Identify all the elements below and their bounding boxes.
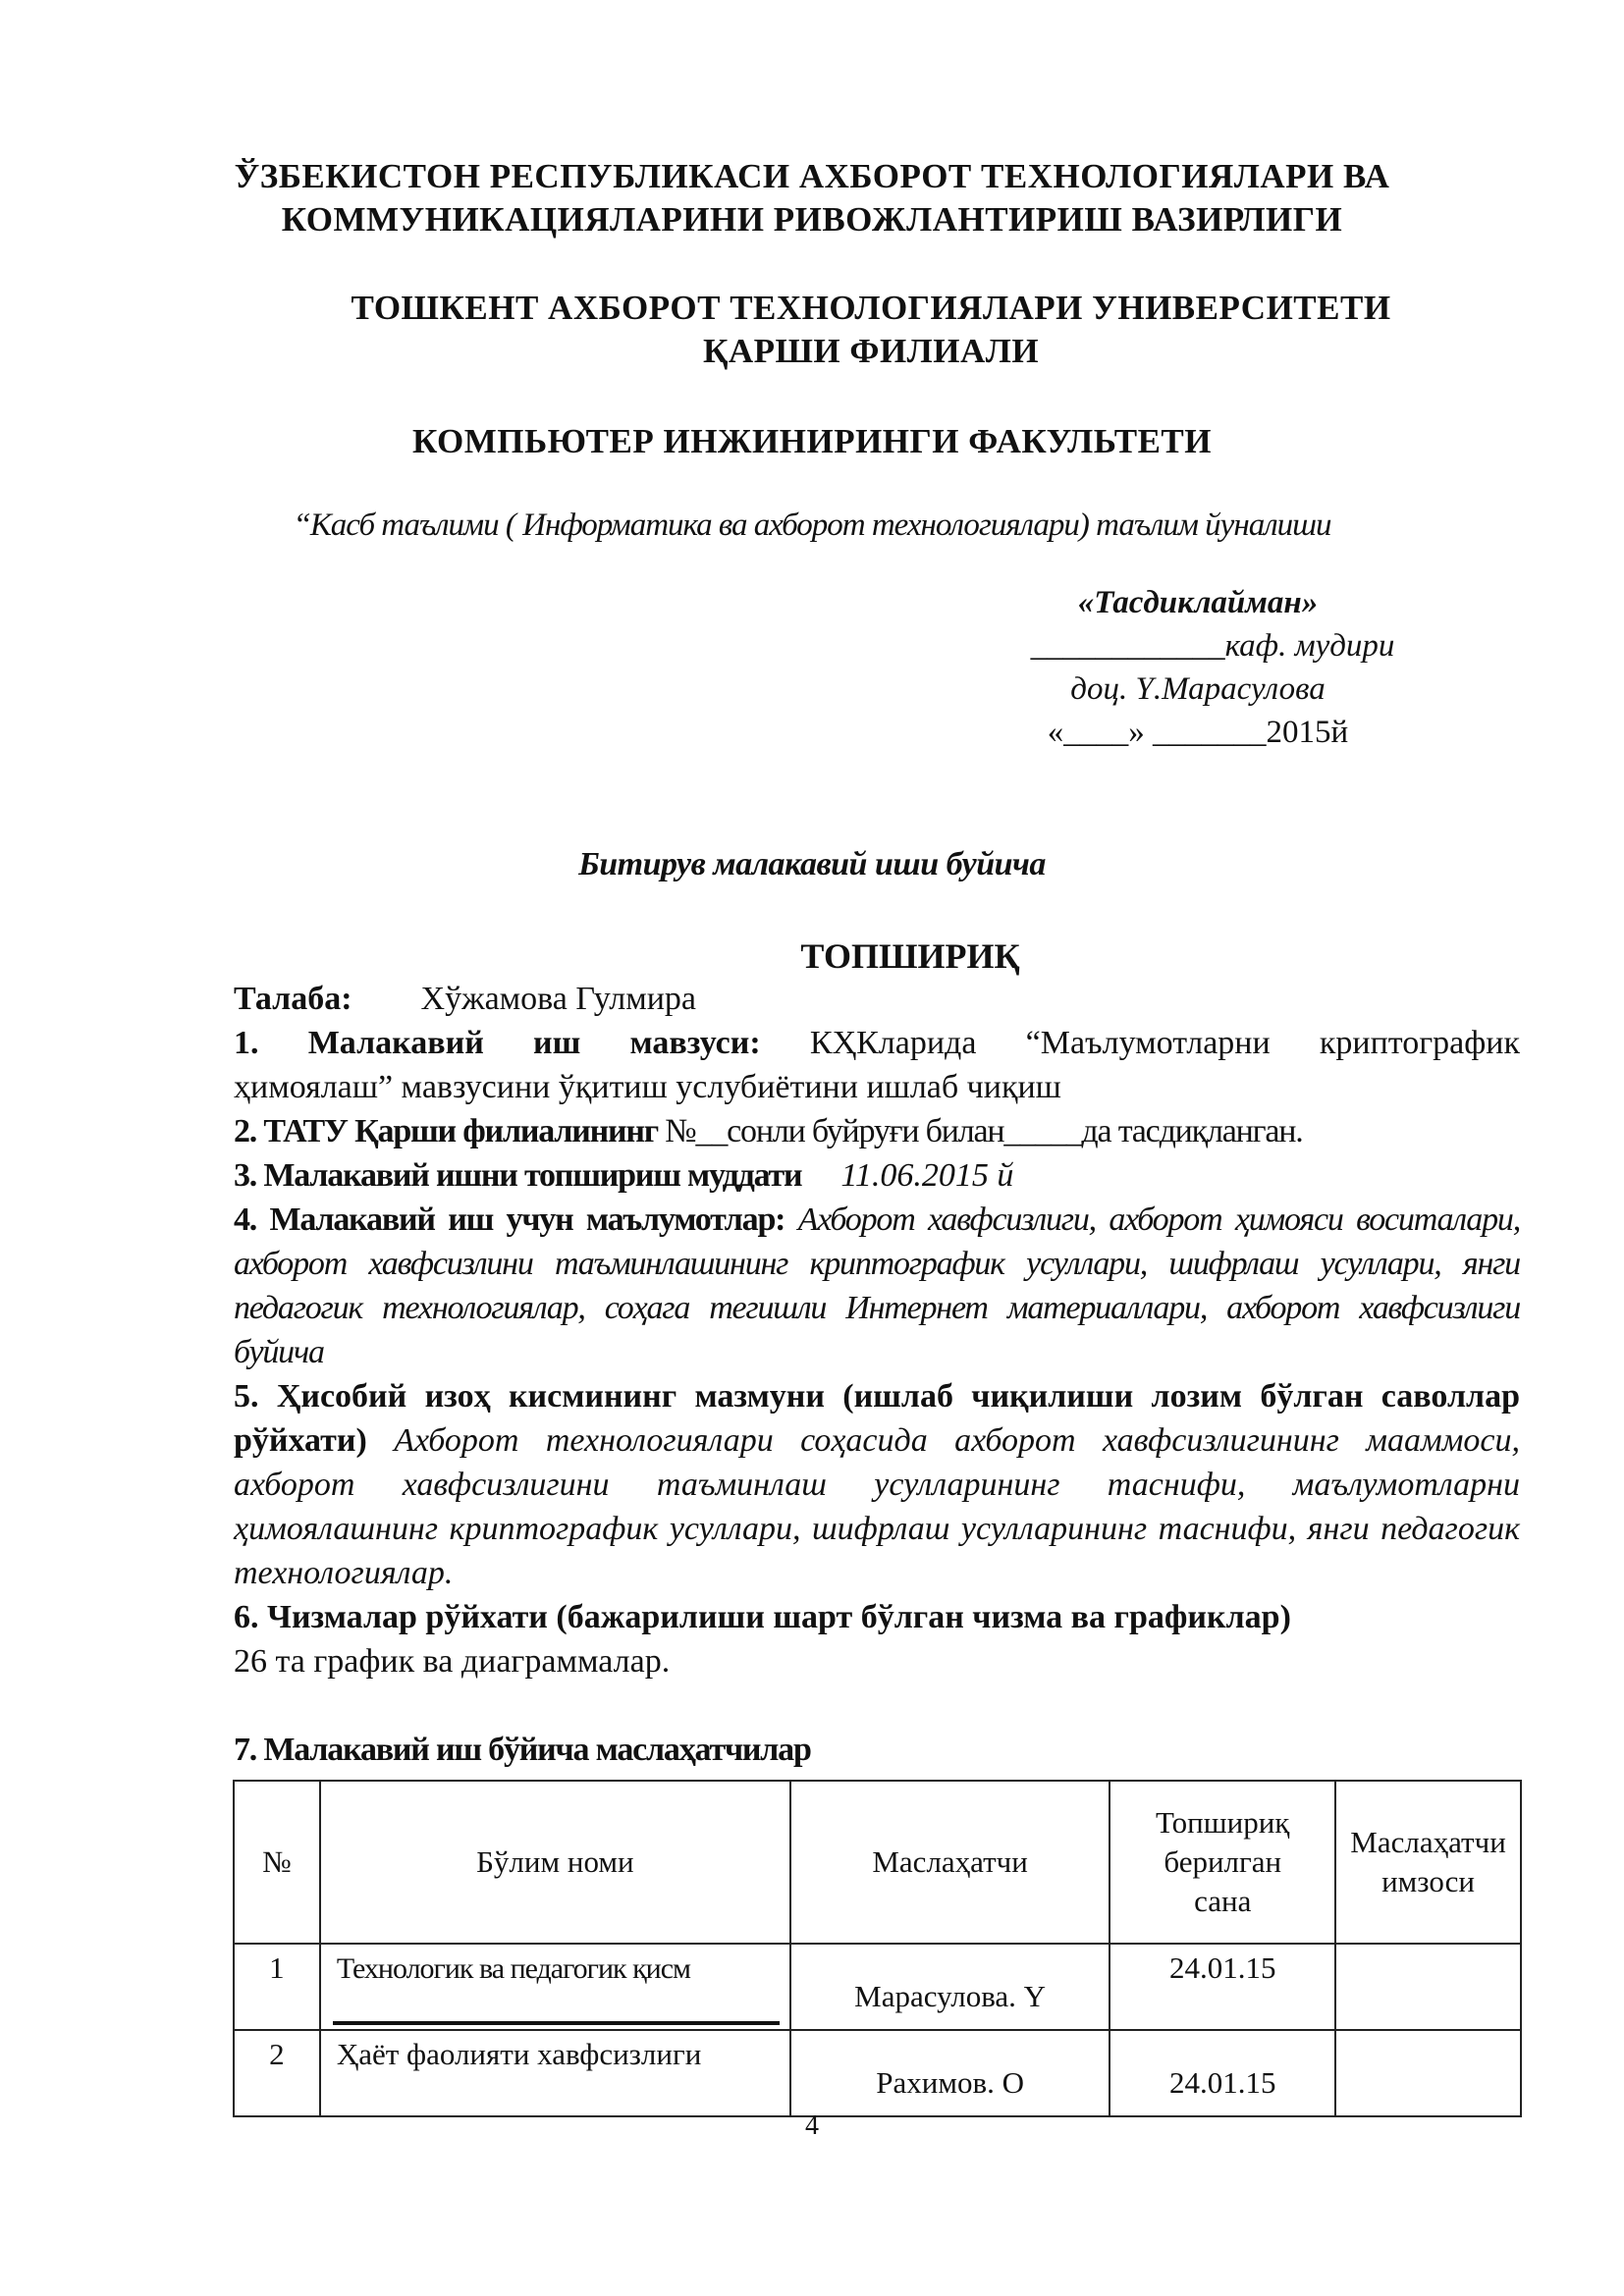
ministry-heading (0, 155, 1624, 241)
approval-block (972, 581, 1424, 754)
row-2-section: Ҳаёт фаолияти хавфсизлиги (320, 2030, 790, 2116)
item-3-value: 11.06.2015 й (840, 1157, 1014, 1194)
page-number: 4 (805, 2110, 819, 2141)
faculty-heading: КОМПЬЮТЕР ИНЖИНИРИНГИ ФАКУЛЬТЕТИ (411, 422, 1212, 460)
item-4-label: 4. Малакавий иш учун маълумотлар: (234, 1201, 785, 1238)
work-title: Битирув малакавий иши буйича (578, 846, 1046, 882)
header-date-line-3: сана (1194, 1884, 1252, 1918)
approval-title: «Тасдиклайман» (1077, 585, 1319, 620)
table-row (234, 2030, 1521, 2116)
item-2 (234, 1109, 1520, 1153)
item-6-text: 26 та график ва диаграммалар. (234, 1643, 671, 1680)
header-advisor: Маслаҳатчи (790, 1781, 1110, 1944)
row-2-signature (1335, 2030, 1521, 2116)
student-line (234, 977, 1520, 1021)
row-1-num: 1 (234, 1944, 320, 2030)
item-1-line-b: ҳимоялаш” мавзусини ўқитиш услубиётини ишлаб чиқиш (234, 1069, 1061, 1105)
row-1-signature (1335, 1944, 1521, 2030)
university-line-2: ҚАРШИ ФИЛИАЛИ (702, 332, 1040, 370)
item-1-text-a: КҲКларида “Маълумотларни криптографик (760, 1025, 1520, 1061)
row-1-date: 24.01.15 (1110, 1944, 1335, 2030)
ministry-line-2: КОММУНИКАЦИЯЛАРИНИ РИВОЖЛАНТИРИШ ВАЗИРЛИГИ (281, 200, 1343, 239)
direction-subtitle: “Касб таълими ( Информатика ва ахборот технологиялари) таълим йуналиши (293, 507, 1331, 543)
item-7-label: 7. Малакавий иш бўйича маслаҳатчилар (234, 1732, 811, 1768)
row-2-date: 24.01.15 (1110, 2030, 1335, 2116)
table-header-row (234, 1781, 1521, 1944)
item-3 (234, 1153, 1520, 1198)
header-date (1110, 1781, 1335, 1944)
item-6-label: 6. Чизмалар рўйхати (бажарилиши шарт бўлган чизма ва графиклар) (234, 1599, 1291, 1635)
item-5-text: Ахборот технологиялари соҳасида ахборот хавфсизлигининг мааммоси, ахборот хавфсизлигини таъминлаш усулларининг таснифи, маълумотларни ҳимоялашнинг криптографик усуллари, шифрлаш усулларининг таснифи, янги педагогик технологиялар. (234, 1422, 1520, 1591)
header-signature (1335, 1781, 1521, 1944)
row-1-section-text: Технологик ва педагогик қисм (336, 1952, 691, 1985)
item-2-label: 2. ТАТУ Қарши филиалининг (234, 1113, 658, 1149)
ministry-line-1: ЎЗБЕКИСТОН РЕСПУБЛИКАСИ АХБОРОТ ТЕХНОЛОГИЯЛАРИ ВА (234, 157, 1390, 195)
advisors-table (233, 1780, 1522, 2117)
approval-date: «____» _______2015й (1047, 715, 1349, 750)
header-date-line-1: Топшириқ (1156, 1805, 1290, 1840)
row-2-advisor: Рахимов. О (790, 2030, 1110, 2116)
row-2-num: 2 (234, 2030, 320, 2116)
header-signature-line-2: имзоси (1381, 1864, 1475, 1898)
university-heading (59, 287, 1624, 373)
university-line-1: ТОШКЕНТ АХБОРОТ ТЕХНОЛОГИЯЛАРИ УНИВЕРСИТЕТИ (351, 289, 1391, 327)
approval-name: доц. Ү.Марасулова (1070, 671, 1326, 707)
item-5 (234, 1374, 1520, 1595)
item-2-text: №__сонли буйруғи билан_____да тасдиқланган. (658, 1113, 1303, 1149)
table-row (234, 1944, 1521, 2030)
section-underline (333, 2021, 780, 2025)
item-1-label: 1. Малакавий иш мавзуси: (234, 1025, 761, 1061)
row-1-section (320, 1944, 790, 2030)
header-signature-line-1: Маслаҳатчи (1350, 1825, 1506, 1859)
item-5-label: 5. Ҳисобий изоҳ кисмининг мазмуни (ишлаб чиқилиши лозим бўлган саволлар рўйхати) (234, 1378, 1520, 1459)
student-label: Талаба: (234, 981, 352, 1017)
task-title: ТОПШИРИҚ (800, 936, 1020, 976)
task-body (234, 977, 1520, 1683)
header-section: Бўлим номи (320, 1781, 790, 1944)
item-4 (234, 1198, 1520, 1374)
approval-head-line: ____________каф. мудири (1030, 628, 1395, 664)
student-name: Хўжамова Гулмира (420, 981, 697, 1017)
item-4-text: Ахборот хавфсизлиги, ахборот ҳимояси воситалари, ахборот хавфсизлини таъминлашининг криптографик усуллари, шифрлаш усуллари, янги педагогик технологиялар, соҳага тегишли Интернет материаллари, ахборот хавфсизлиги буйича (234, 1201, 1521, 1370)
item-1-line-a (234, 1021, 1520, 1065)
header-num: № (234, 1781, 320, 1944)
header-date-line-2: берилган (1164, 1844, 1282, 1879)
row-1-advisor: Марасулова. Ү (790, 1944, 1110, 2030)
item-3-label: 3. Малакавий ишни топшириш муддати (234, 1157, 802, 1194)
